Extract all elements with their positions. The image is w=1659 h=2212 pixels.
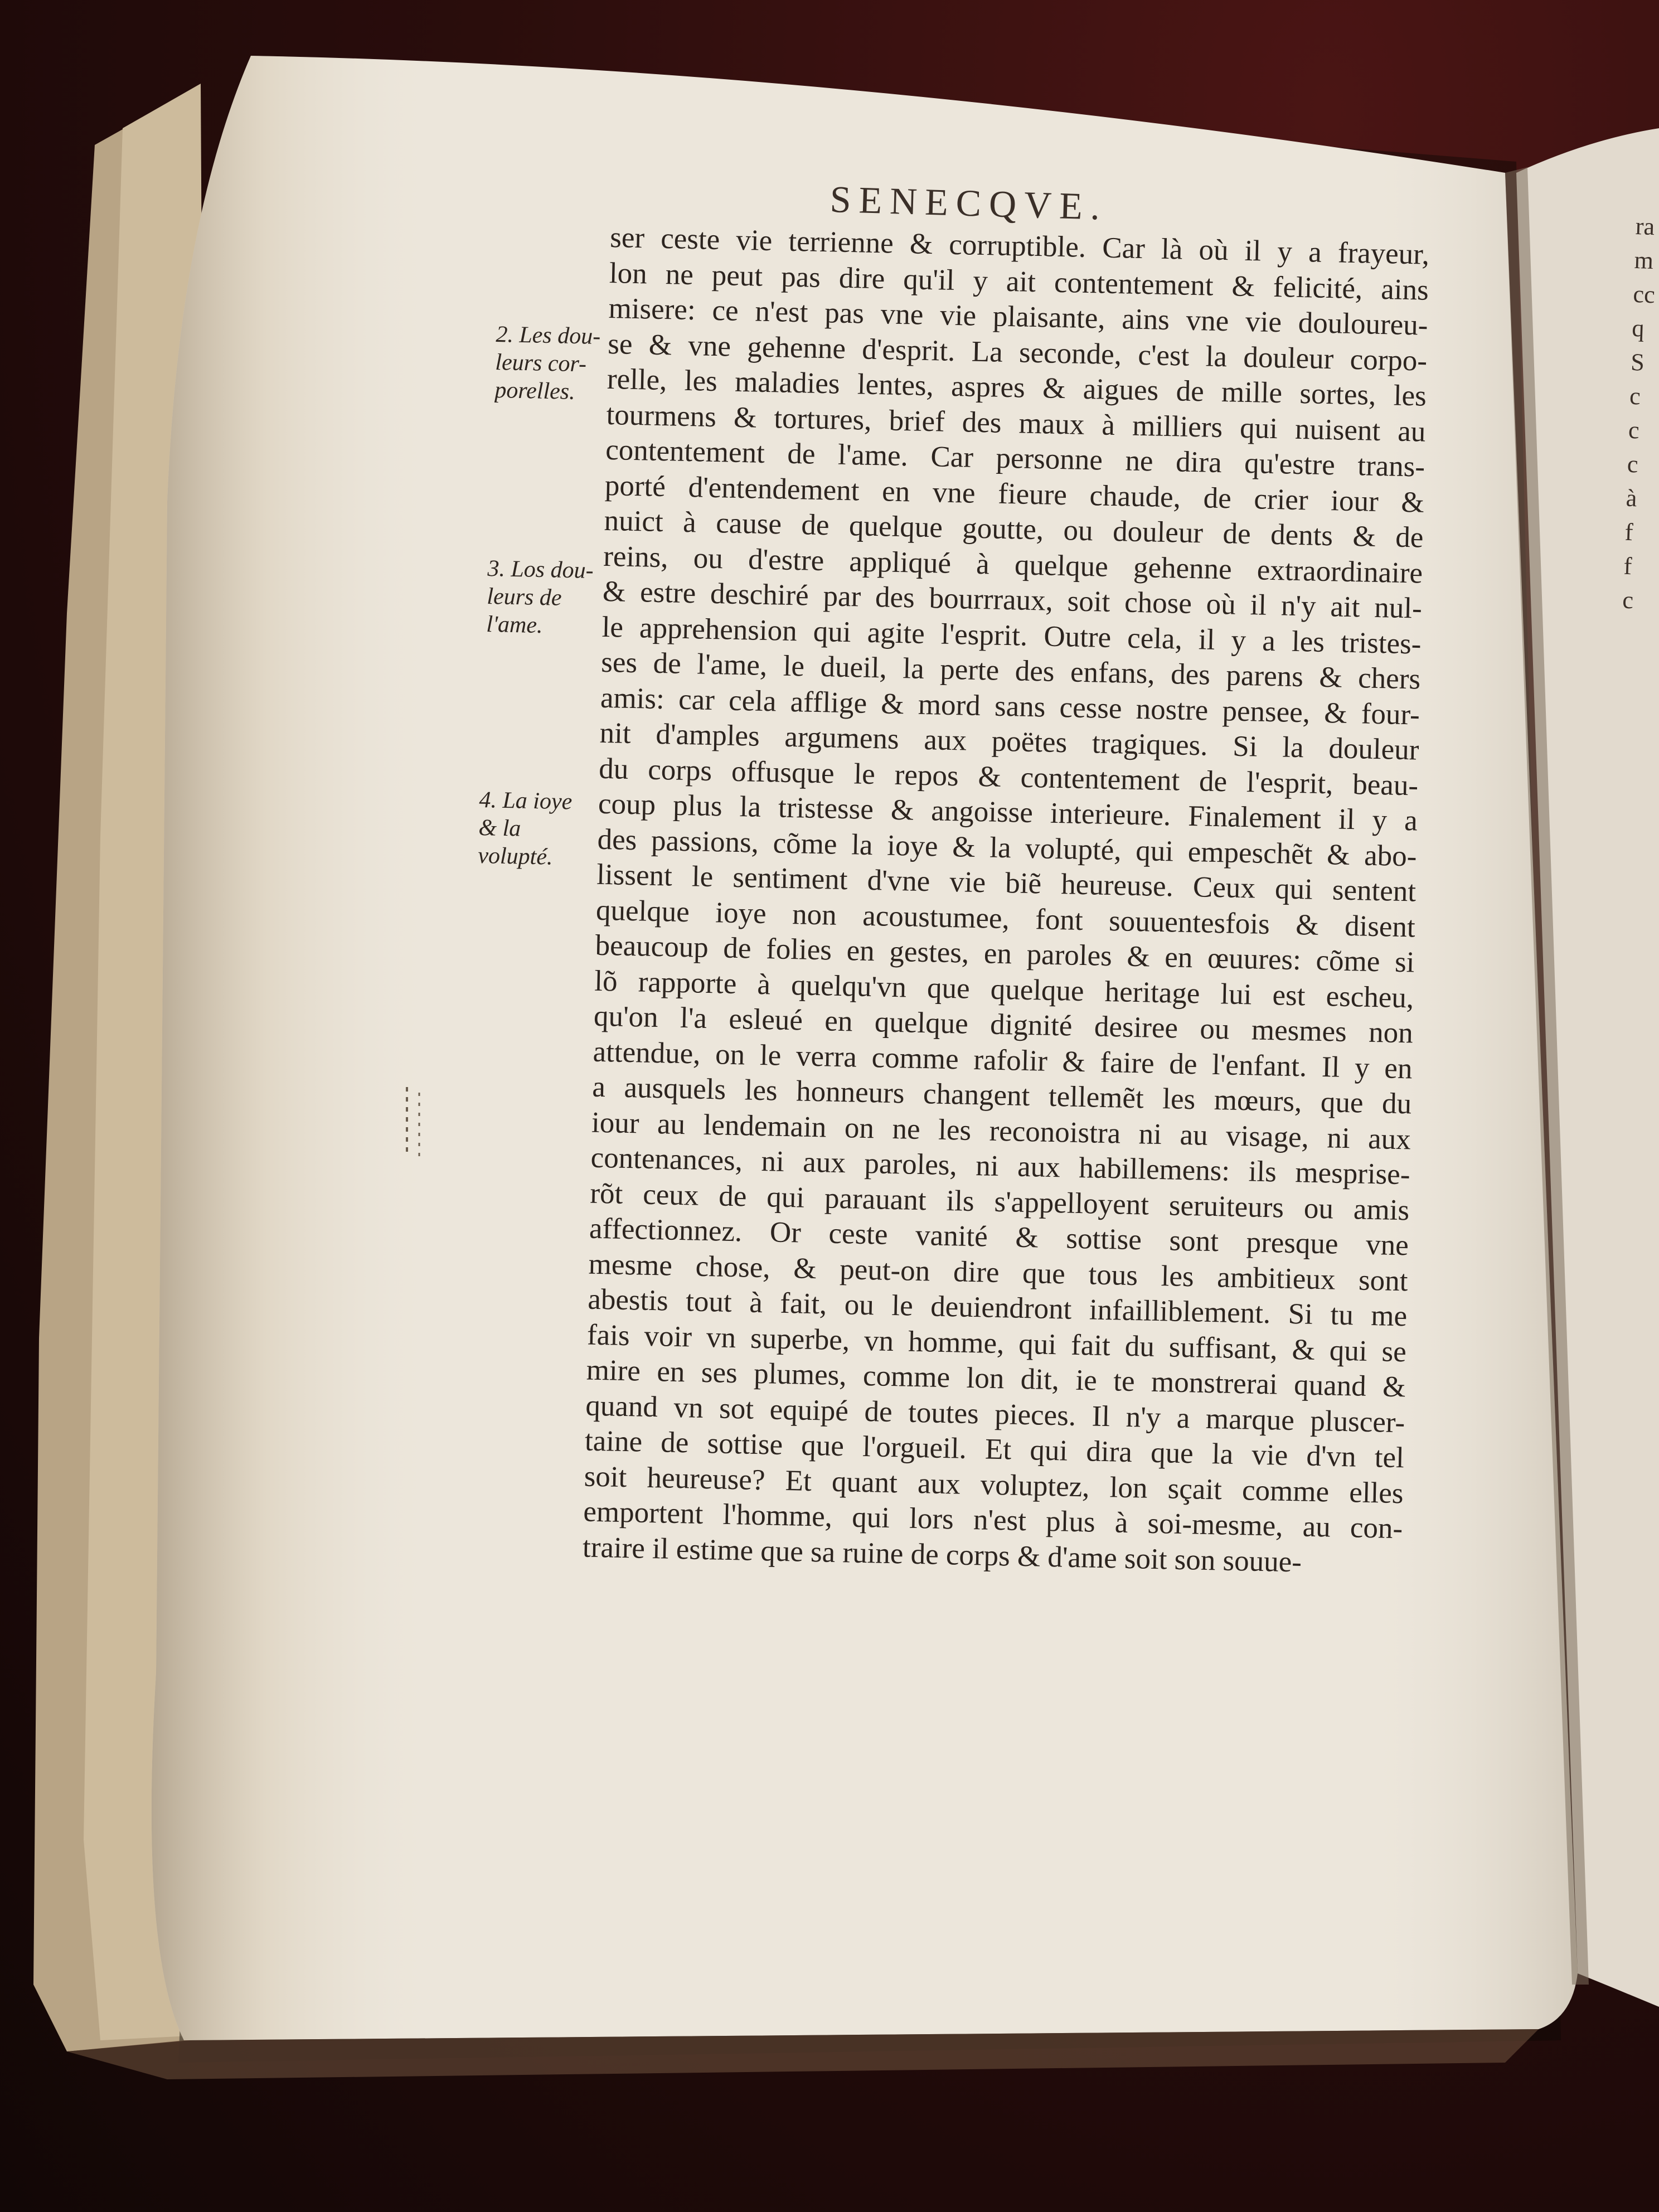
margin-note-line: 3. Los dou- xyxy=(487,555,594,584)
facing-page-letter: f xyxy=(1624,518,1634,546)
text-line: porté d'entendement en vne fieure chaude, de crier iour & xyxy=(604,469,1425,519)
margin-note-line: 2. Les dou- xyxy=(495,321,601,350)
text-line: mesme chose, & peut-on dire que tous les ambitieux sont xyxy=(588,1248,1409,1297)
facing-page-letter: m xyxy=(1633,246,1654,275)
text-line: emportent l'homme, qui lors n'est plus à soi-mesme, au con- xyxy=(583,1495,1403,1545)
text-line: se & vne gehenne d'esprit. La seconde, c'est la douleur corpo- xyxy=(607,327,1428,377)
text-line: des passions, cõme la ioye & la volupté, qui empeschẽt & abo- xyxy=(597,823,1418,873)
margin-note-line: volupté. xyxy=(477,842,553,870)
text-line: attendue, on le verra comme rafolir & faire de l'enfant. Il y en xyxy=(593,1035,1413,1085)
text-line: & estre deschiré par des bourrraux, soit chose où il n'y ait nul- xyxy=(602,575,1423,625)
text-line: quelque ioye non acoustumee, font souuentesfois & disent xyxy=(595,894,1416,944)
text-line: lissent le sentiment d'vne vie biẽ heureuse. Ceux qui sentent xyxy=(596,858,1417,908)
facing-page-letter: ra xyxy=(1635,212,1655,241)
margin-note-line: l'ame. xyxy=(486,611,543,639)
text-line: quand vn sot equipé de toutes pieces. Il n'y a marque pluscer- xyxy=(585,1389,1405,1439)
facing-page-letter: à xyxy=(1626,484,1638,512)
text-line: le apprehension qui agite l'esprit. Outre cela, il y a les tristes- xyxy=(601,610,1422,661)
text-line: fais voir vn superbe, vn homme, qui fait du suffisant, & qui se xyxy=(586,1318,1407,1368)
body-text xyxy=(582,220,1429,1582)
text-line: mire en ses plumes, comme lon dit, ie te monstrerai quand & xyxy=(586,1354,1406,1404)
facing-page-letter: c xyxy=(1622,586,1634,614)
facing-page-letter: c xyxy=(1629,382,1641,410)
text-line: nuict à cause de quelque goutte, ou douleur de dents & de xyxy=(604,504,1424,554)
text-line: rõt ceux de qui parauant ils s'appelloyent seruiteurs ou amis xyxy=(589,1177,1410,1226)
text-line: beaucoup de folies en gestes, en paroles & en œuures: cõme si xyxy=(595,929,1415,979)
margin-note-line: porelles. xyxy=(494,377,576,405)
facing-page-letter: c xyxy=(1628,416,1640,444)
text-line: soit heureuse? Et quant aux voluptez, lon sçait comme elles xyxy=(584,1460,1404,1510)
facing-page-letter: c xyxy=(1627,450,1639,478)
text-line: ses de l'ame, le dueil, la perte des enfans, des parens & chers xyxy=(600,646,1421,696)
margin-note-line: & la xyxy=(478,814,521,842)
text-line: traire il estime que sa ruine de corps & d'ame soit son souue- xyxy=(582,1530,1302,1578)
text-line: qu'on l'a esleué en quelque dignité desiree ou mesmes non xyxy=(593,1000,1414,1050)
text-line: misere: ce n'est pas vne vie plaisante, ains vne vie douloureu- xyxy=(608,292,1428,342)
text-line: ser ceste vie terrienne & corruptible. Car là où il y a frayeur, xyxy=(609,221,1430,271)
margin-note-line: 4. La ioye xyxy=(478,787,573,815)
text-line: contenances, ni aux paroles, ni aux habillemens: ils mesprise- xyxy=(590,1141,1411,1191)
text-line: iour au lendemain on ne les reconoistra ni au visage, ni aux xyxy=(591,1106,1411,1156)
text-line: taine de sottise que l'orgueil. Et qui dira que la vie d'vn tel xyxy=(584,1424,1405,1474)
facing-page-letter: f xyxy=(1623,552,1633,580)
text-line: amis: car cela afflige & mord sans cesse nostre pensee, & four- xyxy=(600,681,1420,731)
text-line: contentement de l'ame. Car personne ne dira qu'estre trans- xyxy=(605,433,1425,483)
text-line: affectionnez. Or ceste vanité & sottise sont presque vne xyxy=(589,1212,1409,1262)
margin-note-ioye-volupte xyxy=(478,786,608,872)
text-line: relle, les maladies lentes, aspres & aigues de mille sortes, les xyxy=(607,362,1427,413)
running-head: SENECQVE. xyxy=(829,177,1108,228)
text-line: abestis tout à fait, ou le deuiendront infailliblement. Si tu me xyxy=(587,1283,1408,1333)
facing-page-letter: S xyxy=(1630,348,1645,376)
text-line: du corps offusque le repos & contentement de l'esprit, beau- xyxy=(598,752,1419,802)
margin-note-douleurs-corporelles xyxy=(494,321,624,407)
text-line: reins, ou d'estre appliqué à quelque gehenne extraordinaire xyxy=(603,540,1423,590)
text-line: coup plus la tristesse & angoisse interieure. Finalement il y a xyxy=(598,787,1418,837)
text-line: a ausquels les honneurs changent tellemẽt les mœurs, que du xyxy=(591,1070,1412,1120)
facing-page-letter: cc xyxy=(1632,280,1656,309)
margin-note-line: leurs cor- xyxy=(494,349,587,377)
text-line: lon ne peut pas dire qu'il y ait contentement & felicité, ains xyxy=(609,256,1429,307)
text-line: nit d'amples argumens aux poëtes tragiques. Si la douleur xyxy=(599,716,1420,767)
text-line: lõ rapporte à quelqu'vn que quelque heritage lui est escheu, xyxy=(594,964,1414,1014)
text-line: tourmens & tortures, brief des maux à milliers qui nuisent au xyxy=(606,398,1426,448)
margin-note-douleurs-ame xyxy=(486,555,616,641)
margin-note-line: leurs de xyxy=(486,583,562,611)
facing-page-letter: q xyxy=(1631,314,1645,342)
